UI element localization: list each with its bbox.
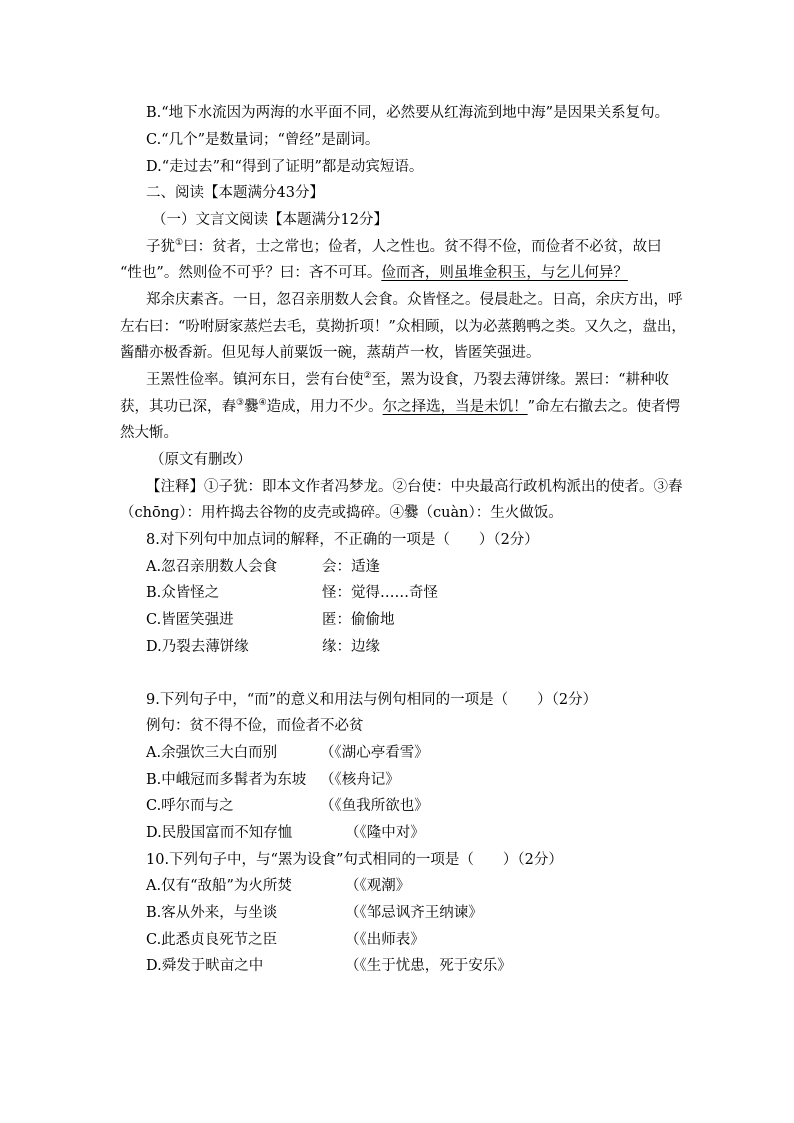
q8-option-b: B.众皆怪之	[146, 585, 220, 601]
text-run: 造成，用力不少。	[266, 399, 383, 415]
footnote-marker-1: ①	[175, 238, 184, 249]
q7-option-d: D.“走过去”和“得到了证明”都是动宾短语。	[146, 159, 424, 175]
footnote-marker-4: ④	[258, 398, 267, 409]
q8-stem: 8.对下列句中加点词的解释，不正确的一项是（ ）（2分）	[146, 532, 539, 548]
q9-stem: 9.下列句子中，“而”的意义和用法与例句相同的一项是（ ）（2分）	[146, 692, 598, 708]
q8-option-c: C.皆匿笑强进	[146, 612, 234, 628]
q8-option-c-gloss: 匿：偷偷地	[322, 612, 395, 628]
passage-para-2-line-2: 左右曰：“吩咐厨家蒸烂去毛，莫拗折项！”众相顾，以为必蒸鹅鸭之类。又久之，盘出，	[120, 319, 686, 335]
underlined-sentence-1: 俭而吝，则虽堆金积玉，与乞儿何异？	[381, 265, 628, 281]
footnote-marker-3: ③	[236, 398, 245, 409]
text-run: 子犹	[146, 239, 175, 255]
q7-option-c: C.“几个”是数量词；“曾经”是副词。	[146, 132, 380, 148]
q9-option-c: C.呼尔而与之	[146, 798, 234, 814]
q7-option-b: B.“地下水流因为两海的水平面不同，必然要从红海流到地中海”是因果关系复句。	[146, 105, 670, 121]
q8-option-d-gloss: 缘：边缘	[322, 639, 380, 655]
text-run: 至，罴为设食，乃裂去薄饼缘。罴曰：“耕种收	[371, 372, 669, 388]
q10-stem: 10.下列句子中，与“罴为设食”句式相同的一项是（ ）（2分）	[146, 852, 563, 868]
notes-line-2: （chōnɡ）：用杵捣去谷物的皮壳或捣碎。④爨（cuàn）：生火做饭。	[120, 505, 563, 521]
passage-para-3-line-1	[146, 370, 669, 390]
q8-option-a: A.忽召亲朋数人会食	[146, 559, 278, 575]
text-run: 爨	[244, 399, 259, 415]
q10-option-b-source: （《邹忌讽齐王纳谏》	[345, 905, 483, 921]
q10-option-c: C.此悉贞良死节之臣	[146, 932, 278, 948]
underlined-sentence-2: 尔之择选，当是未饥！	[382, 399, 528, 415]
q8-option-a-gloss: 会：适逢	[322, 559, 380, 575]
q9-example: 例句：贫不得不俭，而俭者不必贫	[146, 718, 364, 734]
text-run: ”命左右撤去之。使者愕	[527, 399, 681, 415]
passage-para-3-line-3: 然大惭。	[120, 425, 178, 441]
q10-option-a: A.仅有“敌船”为火所焚	[146, 878, 292, 894]
q9-option-a: A.余强饮三大白而别	[146, 745, 278, 761]
q10-option-a-source: （《观潮》	[345, 878, 411, 894]
q10-option-d-source: （《生于忧患，死于安乐》	[345, 958, 512, 974]
q9-option-b: B.中峨冠而多髯者为东坡	[146, 772, 307, 788]
q8-option-d: D.乃裂去薄饼缘	[146, 639, 249, 655]
q9-option-d-source: （《隆中对》	[345, 825, 425, 841]
footnote-marker-2: ②	[363, 371, 372, 382]
q10-option-b: B.客从外来，与坐谈	[146, 905, 278, 921]
text-run: 获，其功已深，舂	[120, 399, 236, 415]
q10-option-d: D.舜发于畎亩之中	[146, 958, 264, 974]
q9-option-d: D.民殷国富而不知存恤	[146, 825, 293, 841]
q9-option-a-source: （《湖心亭看雪》	[320, 745, 429, 761]
q8-option-b-gloss: 怪：觉得……奇怪	[322, 585, 438, 601]
passage-para-1-line-1	[146, 237, 662, 257]
passage-para-2-line-1: 郑余庆素吝。一日，忽召亲朋数人会食。众皆怪之。侵晨赴之。日高，余庆方出，呼	[146, 292, 683, 308]
text-run: 曰：贫者，士之常也；俭者，人之性也。贫不得不俭，而俭者不必贫，故曰	[183, 239, 662, 255]
text-run: “性也”。然则俭不可乎？曰：吝不可耳。	[120, 265, 382, 281]
q10-option-c-source: （《出师表》	[345, 932, 425, 948]
q9-option-c-source: （《鱼我所欲也》	[320, 798, 429, 814]
source-note: （原文有删改）	[150, 452, 252, 468]
passage-para-2-line-3: 酱醋亦极香新。但见每人前粟饭一碗，蒸葫芦一枚，皆匿笑强进。	[120, 345, 541, 361]
section-title: 二、阅读【本题满分43分】	[146, 185, 324, 201]
q9-option-b-source: （《核舟记》	[320, 772, 400, 788]
text-run: 王罴性俭率。镇河东日，尝有台使	[146, 372, 364, 388]
passage-para-3-line-2	[120, 397, 680, 417]
subsection-title: （一）文言文阅读【本题满分12分】	[152, 212, 388, 228]
notes-line-1: 【注释】①子犹：即本文作者冯梦龙。②台使：中央最高行政机构派出的使者。③舂	[146, 479, 683, 495]
passage-para-1-line-2	[120, 263, 628, 283]
